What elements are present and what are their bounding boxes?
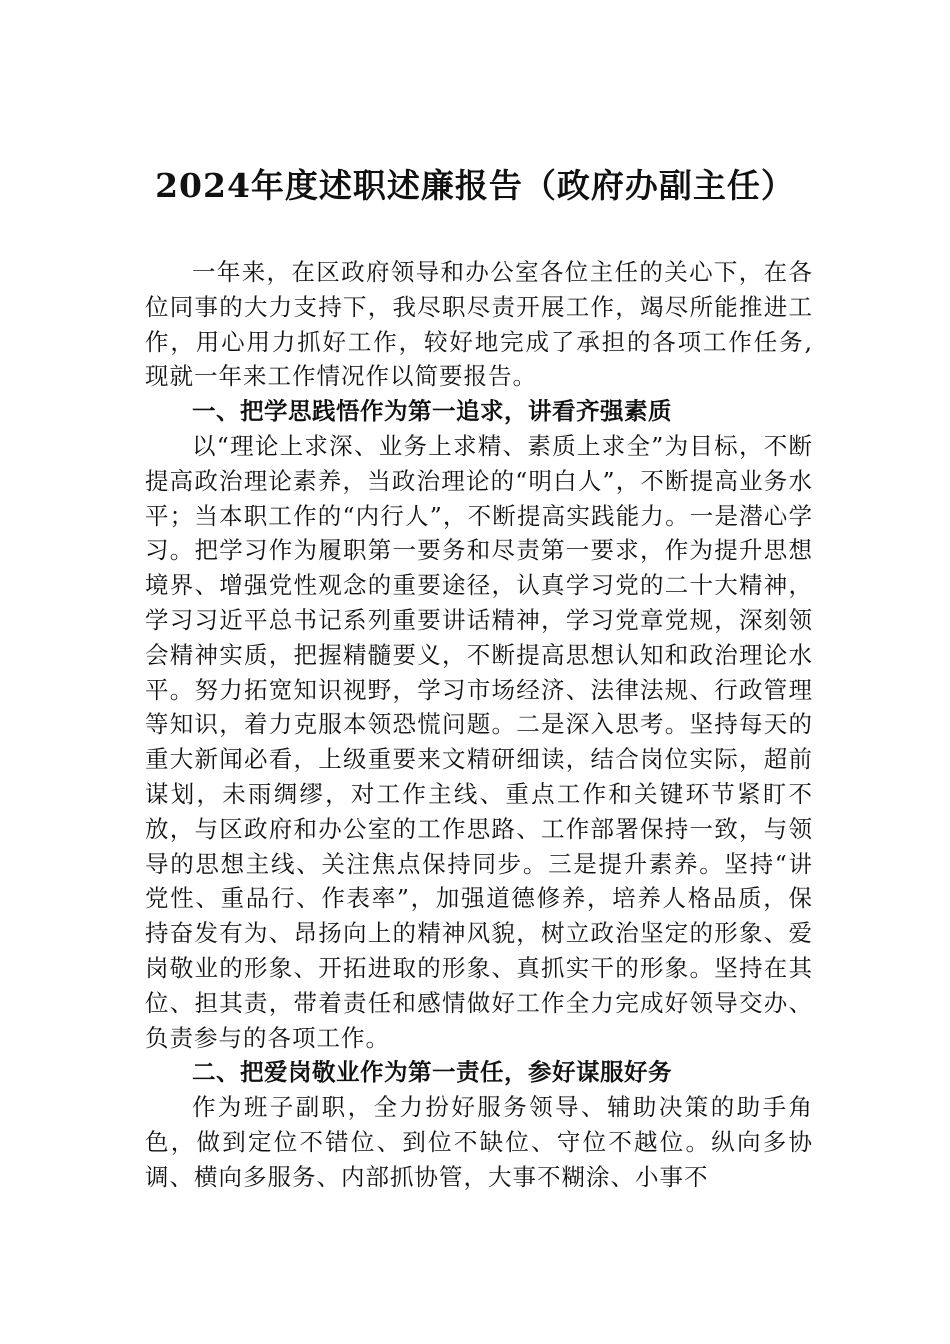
- section-1-paragraph: 以“理论上求深、业务上求精、素质上求全”为目标，不断提高政治理论素养，当政治理论的“明白人”，不断提高业务水平；当本职工作的“内行人”，不断提高实践能力。一是潜心学习。把学习作为履职第一要务和尽责第一要求，作为提升思想境界、增强党性观念的重要途径，认真学习党的二十大精神，学习习近平总书记系列重要讲话精神，学习党章党规，深刻领会精神实质，把握精髓要义，不断提高思想认知和政治理论水平。努力拓宽知识视野，学习市场经济、法律法规、行政管理等知识，着力克服本领恐慌问题。二是深入思考。坚持每天的重大新闻必看，上级重要来文精研细读，结合岗位实际，超前谋划，未雨绸缪，对工作主线、重点工作和关键环节紧盯不放，与区政府和办公室的工作思路、工作部署保持一致，与领导的思想主线、关注焦点保持同步。三是提升素养。坚持“讲党性、重品行、作表率”，加强道德修养，培养人格品质，保持奋发有为、昂扬向上的精神风貌，树立政治坚定的形象、爱岗敬业的形象、开拓进取的形象、真抓实干的形象。坚持在其位、担其责，带着责任和感情做好工作全力完成好领导交办、负责参与的各项工作。: [145, 431, 813, 1052]
- section-2-heading: 二、把爱岗敬业作为第一责任，参好谋服好务: [192, 1058, 672, 1087]
- document-title: 2024年度述职述廉报告（政府办副主任）: [155, 166, 795, 205]
- section-1-heading: 一、把学思践悟作为第一追求，讲看齐强素质: [192, 397, 672, 426]
- intro-paragraph: 一年来，在区政府领导和办公室各位主任的关心下，在各位同事的大力支持下，我尽职尽责开展工作，竭尽所能推进工作，用心用力抓好工作，较好地完成了承担的各项工作任务,现就一年来工作情况作以简要报告。: [145, 258, 813, 391]
- section-2-paragraph: 作为班子副职，全力扮好服务领导、辅助决策的助手角色，做到定位不错位、到位不缺位、守位不越位。纵向多协调、横向多服务、内部抓协管，大事不糊涂、小事不: [145, 1093, 813, 1191]
- document-body: [145, 255, 813, 1195]
